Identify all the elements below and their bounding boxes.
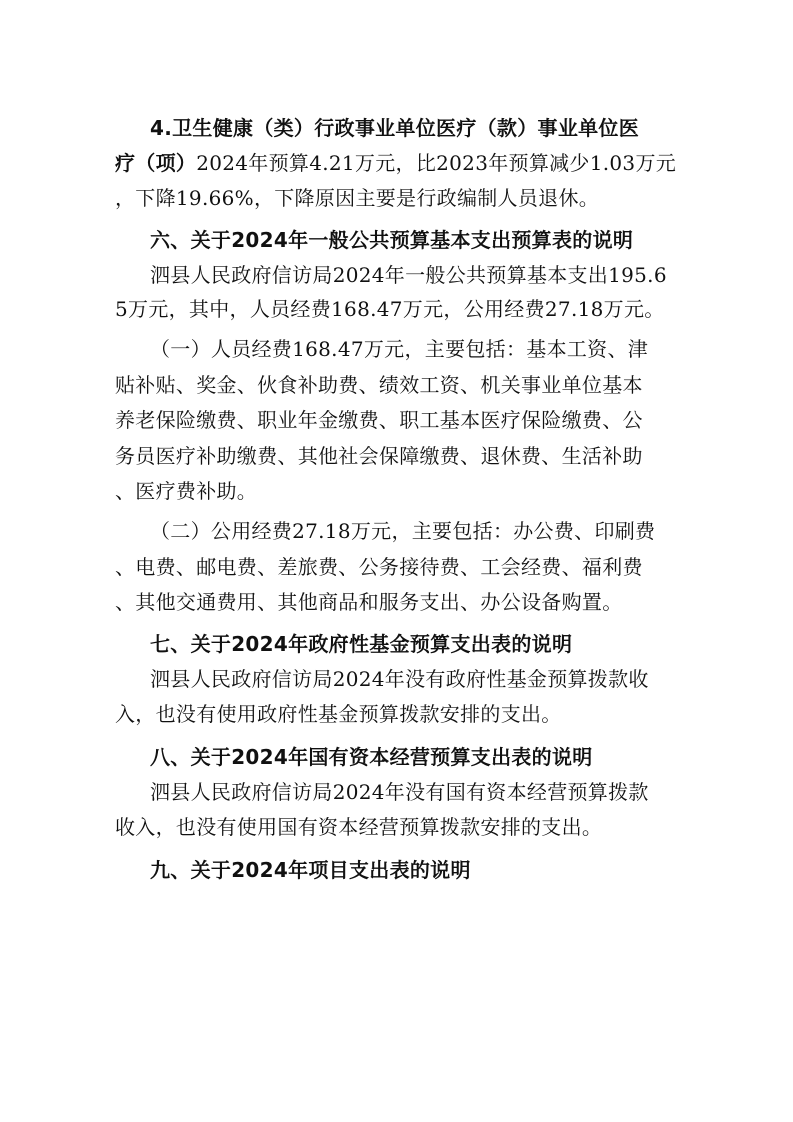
section7-line2: 入，也没有使用政府性基金预算拨款安排的支出。 — [115, 702, 562, 726]
section6-para1-line1: 泗县人民政府信访局2024年一般公共预算基本支出195.6 — [150, 263, 667, 287]
public-line3: 、其他交通费用、其他商品和服务支出、办公设备购置。 — [115, 590, 623, 614]
item4-line2-text: 2024年预算4.21万元，比2023年预算减少1.03万元 — [196, 151, 677, 175]
section7-line1: 泗县人民政府信访局2024年没有政府性基金预算拨款收 — [150, 667, 649, 691]
section6-para1-line2: 5万元，其中，人员经费168.47万元，公用经费27.18万元。 — [115, 297, 665, 321]
personnel-line3: 养老保险缴费、职业年金缴费、职工基本医疗保险缴费、公 — [115, 408, 643, 432]
section7-heading: 七、关于2024年政府性基金预算支出表的说明 — [150, 632, 573, 656]
public-line1: （二）公用经费27.18万元，主要包括：办公费、印刷费 — [150, 519, 656, 543]
personnel-line4: 务员医疗补助缴费、其他社会保障缴费、退休费、生活补助 — [115, 444, 643, 468]
personnel-line1: （一）人员经费168.47万元，主要包括：基本工资、津 — [150, 337, 649, 361]
item4-line3: ，下降19.66%，下降原因主要是行政编制人员退休。 — [115, 186, 600, 210]
personnel-line5: 、医疗费补助。 — [115, 479, 258, 503]
public-line2: 、电费、邮电费、差旅费、公务接待费、工会经费、福利费 — [115, 555, 643, 579]
item4-title-line1: 4.卫生健康（类）行政事业单位医疗（款）事业单位医 — [150, 116, 640, 140]
section6-heading: 六、关于2024年一般公共预算基本支出预算表的说明 — [150, 228, 634, 252]
section8-heading: 八、关于2024年国有资本经营预算支出表的说明 — [150, 745, 593, 769]
item4-title-line2: 疗（项） — [115, 151, 197, 175]
section9-heading: 九、关于2024年项目支出表的说明 — [150, 858, 471, 882]
section8-line2: 收入，也没有使用国有资本经营预算拨款安排的支出。 — [115, 815, 603, 839]
section8-line1: 泗县人民政府信访局2024年没有国有资本经营预算拨款 — [150, 780, 649, 804]
item4-line2 — [115, 151, 676, 175]
personnel-line2: 贴补贴、奖金、伙食补助费、绩效工资、机关事业单位基本 — [115, 373, 643, 397]
